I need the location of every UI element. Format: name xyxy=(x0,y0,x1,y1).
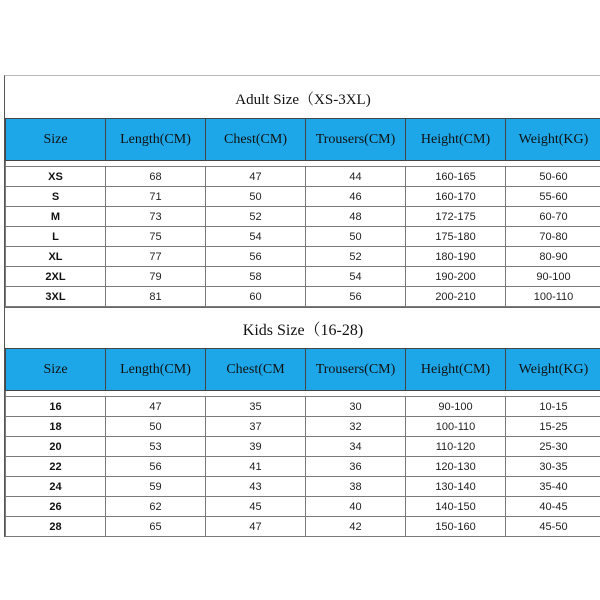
header-chest: Chest(CM xyxy=(206,349,306,391)
table-row xyxy=(6,437,600,457)
weight-cell: 10-15 xyxy=(506,397,600,417)
size-cell: 3XL xyxy=(6,287,106,307)
height-cell: 160-170 xyxy=(406,187,506,207)
trousers-cell: 48 xyxy=(306,207,406,227)
trousers-cell: 50 xyxy=(306,227,406,247)
trousers-cell: 46 xyxy=(306,187,406,207)
chest-cell: 52 xyxy=(206,207,306,227)
table-row xyxy=(6,517,600,537)
adult-header-row xyxy=(6,119,600,161)
header-height: Height(CM) xyxy=(406,119,506,161)
weight-cell: 55-60 xyxy=(506,187,600,207)
size-cell: 26 xyxy=(6,497,106,517)
chest-cell: 58 xyxy=(206,267,306,287)
weight-cell: 15-25 xyxy=(506,417,600,437)
trousers-cell: 42 xyxy=(306,517,406,537)
weight-cell: 60-70 xyxy=(506,207,600,227)
height-cell: 110-120 xyxy=(406,437,506,457)
size-cell: 22 xyxy=(6,457,106,477)
height-cell: 190-200 xyxy=(406,267,506,287)
height-cell: 160-165 xyxy=(406,167,506,187)
size-chart xyxy=(4,75,600,537)
weight-cell: 100-110 xyxy=(506,287,600,307)
weight-cell: 80-90 xyxy=(506,247,600,267)
size-cell: S xyxy=(6,187,106,207)
weight-cell: 90-100 xyxy=(506,267,600,287)
trousers-cell: 36 xyxy=(306,457,406,477)
trousers-cell: 38 xyxy=(306,477,406,497)
size-cell: L xyxy=(6,227,106,247)
length-cell: 47 xyxy=(106,397,206,417)
table-row xyxy=(6,417,600,437)
length-cell: 59 xyxy=(106,477,206,497)
chest-cell: 37 xyxy=(206,417,306,437)
height-cell: 120-130 xyxy=(406,457,506,477)
size-cell: 24 xyxy=(6,477,106,497)
chest-cell: 47 xyxy=(206,167,306,187)
length-cell: 65 xyxy=(106,517,206,537)
chest-cell: 60 xyxy=(206,287,306,307)
chest-cell: 47 xyxy=(206,517,306,537)
length-cell: 50 xyxy=(106,417,206,437)
header-size: Size xyxy=(6,119,106,161)
length-cell: 71 xyxy=(106,187,206,207)
weight-cell: 70-80 xyxy=(506,227,600,247)
height-cell: 180-190 xyxy=(406,247,506,267)
table-row xyxy=(6,477,600,497)
trousers-cell: 54 xyxy=(306,267,406,287)
chest-cell: 43 xyxy=(206,477,306,497)
adult-size-title: Adult Size（XS-3XL) xyxy=(235,91,371,108)
table-row xyxy=(6,267,600,287)
height-cell: 130-140 xyxy=(406,477,506,497)
table-row xyxy=(6,497,600,517)
adult-size-table xyxy=(5,118,600,307)
height-cell: 90-100 xyxy=(406,397,506,417)
weight-cell: 30-35 xyxy=(506,457,600,477)
kids-size-title: Kids Size（16-28) xyxy=(5,307,600,348)
chest-cell: 39 xyxy=(206,437,306,457)
trousers-cell: 56 xyxy=(306,287,406,307)
header-chest: Chest(CM) xyxy=(206,119,306,161)
length-cell: 75 xyxy=(106,227,206,247)
size-cell: 2XL xyxy=(6,267,106,287)
height-cell: 140-150 xyxy=(406,497,506,517)
weight-cell: 25-30 xyxy=(506,437,600,457)
height-cell: 100-110 xyxy=(406,417,506,437)
height-cell: 200-210 xyxy=(406,287,506,307)
weight-cell: 45-50 xyxy=(506,517,600,537)
chest-cell: 35 xyxy=(206,397,306,417)
table-row xyxy=(6,397,600,417)
header-length: Length(CM) xyxy=(106,119,206,161)
length-cell: 56 xyxy=(106,457,206,477)
size-cell: XL xyxy=(6,247,106,267)
size-cell: 28 xyxy=(6,517,106,537)
kids-header-row xyxy=(6,349,600,391)
table-row xyxy=(6,457,600,477)
size-cell: 18 xyxy=(6,417,106,437)
weight-cell: 50-60 xyxy=(506,167,600,187)
height-cell: 150-160 xyxy=(406,517,506,537)
chest-cell: 50 xyxy=(206,187,306,207)
height-cell: 172-175 xyxy=(406,207,506,227)
trousers-cell: 40 xyxy=(306,497,406,517)
table-row xyxy=(6,167,600,187)
chest-cell: 41 xyxy=(206,457,306,477)
header-trousers: Trousers(CM) xyxy=(306,349,406,391)
trousers-cell: 52 xyxy=(306,247,406,267)
height-cell: 175-180 xyxy=(406,227,506,247)
trousers-cell: 30 xyxy=(306,397,406,417)
chest-cell: 54 xyxy=(206,227,306,247)
header-length: Length(CM) xyxy=(106,349,206,391)
weight-cell: 35-40 xyxy=(506,477,600,497)
trousers-cell: 44 xyxy=(306,167,406,187)
header-trousers: Trousers(CM) xyxy=(306,119,406,161)
table-row xyxy=(6,247,600,267)
trousers-cell: 34 xyxy=(306,437,406,457)
table-row xyxy=(6,227,600,247)
header-weight: Weight(KG) xyxy=(506,119,600,161)
length-cell: 68 xyxy=(106,167,206,187)
table-row xyxy=(6,207,600,227)
length-cell: 81 xyxy=(106,287,206,307)
trousers-cell: 32 xyxy=(306,417,406,437)
length-cell: 62 xyxy=(106,497,206,517)
table-row xyxy=(6,287,600,307)
header-height: Height(CM) xyxy=(406,349,506,391)
length-cell: 53 xyxy=(106,437,206,457)
length-cell: 77 xyxy=(106,247,206,267)
header-weight: Weight(KG) xyxy=(506,349,600,391)
size-cell: M xyxy=(6,207,106,227)
chest-cell: 45 xyxy=(206,497,306,517)
kids-size-table xyxy=(5,348,600,537)
table-row xyxy=(6,187,600,207)
length-cell: 79 xyxy=(106,267,206,287)
header-size: Size xyxy=(6,349,106,391)
chest-cell: 56 xyxy=(206,247,306,267)
length-cell: 73 xyxy=(106,207,206,227)
size-cell: 16 xyxy=(6,397,106,417)
size-cell: 20 xyxy=(6,437,106,457)
size-cell: XS xyxy=(6,167,106,187)
weight-cell: 40-45 xyxy=(506,497,600,517)
